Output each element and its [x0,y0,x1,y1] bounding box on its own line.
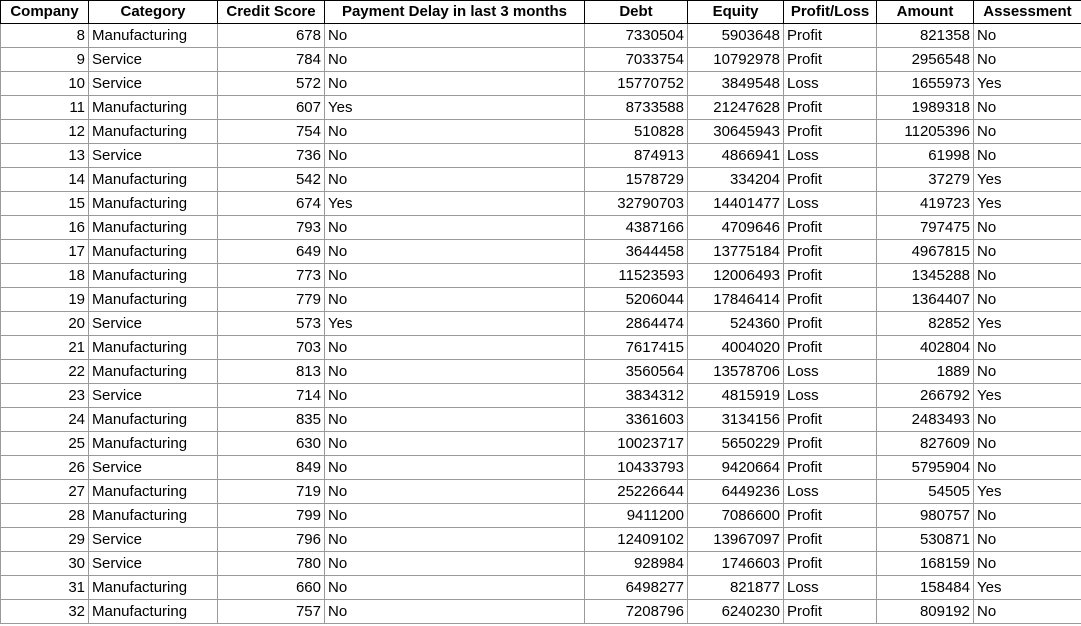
payment-delay-cell[interactable]: No [325,264,585,288]
company-cell[interactable]: 17 [1,240,89,264]
category-cell[interactable]: Service [89,456,218,480]
credit-score-cell[interactable]: 714 [218,384,325,408]
payment-delay-cell[interactable]: No [325,432,585,456]
profit-loss-cell[interactable]: Profit [784,528,877,552]
company-cell[interactable]: 14 [1,168,89,192]
payment-delay-cell[interactable]: No [325,120,585,144]
amount-cell[interactable]: 530871 [877,528,974,552]
table-body [1,24,1081,624]
equity-cell[interactable]: 10792978 [688,48,784,72]
company-cell[interactable]: 11 [1,96,89,120]
profit-loss-cell[interactable]: Profit [784,48,877,72]
category-cell[interactable]: Manufacturing [89,96,218,120]
assessment-cell[interactable]: No [974,600,1081,624]
assessment-cell[interactable]: Yes [974,384,1081,408]
equity-cell[interactable]: 524360 [688,312,784,336]
assessment-cell[interactable]: No [974,288,1081,312]
credit-score-cell[interactable]: 799 [218,504,325,528]
credit-score-cell[interactable]: 813 [218,360,325,384]
assessment-cell[interactable]: Yes [974,576,1081,600]
table-row [1,72,1081,96]
column-header-payment-delay[interactable]: Payment Delay in last 3 months [325,1,585,24]
credit-score-cell[interactable]: 719 [218,480,325,504]
debt-cell[interactable]: 7033754 [585,48,688,72]
debt-cell[interactable]: 874913 [585,144,688,168]
category-cell[interactable]: Manufacturing [89,120,218,144]
profit-loss-cell[interactable]: Loss [784,192,877,216]
category-cell[interactable]: Manufacturing [89,264,218,288]
category-cell[interactable]: Manufacturing [89,432,218,456]
table-row [1,168,1081,192]
assessment-cell[interactable]: No [974,360,1081,384]
payment-delay-cell[interactable]: No [325,480,585,504]
amount-cell[interactable]: 402804 [877,336,974,360]
company-cell[interactable]: 15 [1,192,89,216]
category-cell[interactable]: Manufacturing [89,336,218,360]
amount-cell[interactable]: 11205396 [877,120,974,144]
profit-loss-cell[interactable]: Loss [784,384,877,408]
credit-score-cell[interactable]: 773 [218,264,325,288]
assessment-cell[interactable]: No [974,96,1081,120]
profit-loss-cell[interactable]: Loss [784,144,877,168]
category-cell[interactable]: Manufacturing [89,576,218,600]
company-cell[interactable]: 24 [1,408,89,432]
company-cell[interactable]: 9 [1,48,89,72]
debt-cell[interactable]: 7617415 [585,336,688,360]
table-row [1,96,1081,120]
payment-delay-cell[interactable]: No [325,72,585,96]
equity-cell[interactable]: 14401477 [688,192,784,216]
assessment-cell[interactable]: Yes [974,72,1081,96]
company-cell[interactable]: 18 [1,264,89,288]
equity-cell[interactable]: 6240230 [688,600,784,624]
table-row [1,216,1081,240]
table-row [1,240,1081,264]
table-row [1,552,1081,576]
profit-loss-cell[interactable]: Profit [784,432,877,456]
profit-loss-cell[interactable]: Profit [784,456,877,480]
table-row [1,288,1081,312]
equity-cell[interactable]: 13578706 [688,360,784,384]
credit-score-cell[interactable]: 793 [218,216,325,240]
company-cell[interactable]: 30 [1,552,89,576]
company-cell[interactable]: 19 [1,288,89,312]
column-header-debt[interactable]: Debt [585,1,688,24]
category-cell[interactable]: Manufacturing [89,600,218,624]
equity-cell[interactable]: 1746603 [688,552,784,576]
assessment-cell[interactable]: No [974,144,1081,168]
equity-cell[interactable]: 13967097 [688,528,784,552]
amount-cell[interactable]: 827609 [877,432,974,456]
payment-delay-cell[interactable]: No [325,336,585,360]
assessment-cell[interactable]: No [974,240,1081,264]
category-cell[interactable]: Service [89,528,218,552]
table-row [1,120,1081,144]
debt-cell[interactable]: 11523593 [585,264,688,288]
assessment-cell[interactable]: No [974,504,1081,528]
category-cell[interactable]: Service [89,552,218,576]
profit-loss-cell[interactable]: Profit [784,312,877,336]
equity-cell[interactable]: 334204 [688,168,784,192]
payment-delay-cell[interactable]: No [325,528,585,552]
payment-delay-cell[interactable]: No [325,552,585,576]
table-row [1,336,1081,360]
table-row [1,144,1081,168]
company-cell[interactable]: 23 [1,384,89,408]
profit-loss-cell[interactable]: Profit [784,504,877,528]
credit-score-cell[interactable]: 784 [218,48,325,72]
credit-score-cell[interactable]: 703 [218,336,325,360]
assessment-cell[interactable]: No [974,120,1081,144]
assessment-cell[interactable]: No [974,456,1081,480]
amount-cell[interactable]: 980757 [877,504,974,528]
profit-loss-cell[interactable]: Profit [784,96,877,120]
amount-cell[interactable]: 37279 [877,168,974,192]
table-row [1,312,1081,336]
category-cell[interactable]: Manufacturing [89,24,218,48]
profit-loss-cell[interactable]: Loss [784,480,877,504]
amount-cell[interactable]: 1364407 [877,288,974,312]
equity-cell[interactable]: 7086600 [688,504,784,528]
equity-cell[interactable]: 17846414 [688,288,784,312]
company-cell[interactable]: 20 [1,312,89,336]
payment-delay-cell[interactable]: No [325,24,585,48]
equity-cell[interactable]: 5650229 [688,432,784,456]
debt-cell[interactable]: 4387166 [585,216,688,240]
amount-cell[interactable]: 809192 [877,600,974,624]
equity-cell[interactable]: 9420664 [688,456,784,480]
credit-score-cell[interactable]: 674 [218,192,325,216]
category-cell[interactable]: Service [89,144,218,168]
assessment-cell[interactable]: No [974,48,1081,72]
credit-score-cell[interactable]: 780 [218,552,325,576]
column-header-category[interactable]: Category [89,1,218,24]
column-header-equity[interactable]: Equity [688,1,784,24]
credit-score-cell[interactable]: 678 [218,24,325,48]
equity-cell[interactable]: 30645943 [688,120,784,144]
profit-loss-cell[interactable]: Loss [784,72,877,96]
assessment-cell[interactable]: No [974,264,1081,288]
equity-cell[interactable]: 4004020 [688,336,784,360]
category-cell[interactable]: Manufacturing [89,240,218,264]
assessment-cell[interactable]: No [974,432,1081,456]
equity-cell[interactable]: 13775184 [688,240,784,264]
amount-cell[interactable]: 61998 [877,144,974,168]
credit-score-cell[interactable]: 542 [218,168,325,192]
amount-cell[interactable]: 5795904 [877,456,974,480]
amount-cell[interactable]: 4967815 [877,240,974,264]
company-cell[interactable]: 12 [1,120,89,144]
payment-delay-cell[interactable]: Yes [325,96,585,120]
debt-cell[interactable]: 3361603 [585,408,688,432]
assessment-cell[interactable]: Yes [974,192,1081,216]
amount-cell[interactable]: 1655973 [877,72,974,96]
debt-cell[interactable]: 6498277 [585,576,688,600]
debt-cell[interactable]: 3834312 [585,384,688,408]
table-row [1,504,1081,528]
credit-score-cell[interactable]: 660 [218,576,325,600]
category-cell[interactable]: Manufacturing [89,480,218,504]
table-row [1,264,1081,288]
credit-score-cell[interactable]: 736 [218,144,325,168]
amount-cell[interactable]: 2956548 [877,48,974,72]
amount-cell[interactable]: 797475 [877,216,974,240]
credit-score-cell[interactable]: 757 [218,600,325,624]
payment-delay-cell[interactable]: No [325,144,585,168]
category-cell[interactable]: Service [89,48,218,72]
assessment-cell[interactable]: Yes [974,480,1081,504]
debt-cell[interactable]: 5206044 [585,288,688,312]
profit-loss-cell[interactable]: Loss [784,360,877,384]
credit-score-cell[interactable]: 572 [218,72,325,96]
column-header-credit-score[interactable]: Credit Score [218,1,325,24]
table-row [1,456,1081,480]
equity-cell[interactable]: 821877 [688,576,784,600]
equity-cell[interactable]: 4866941 [688,144,784,168]
company-cell[interactable]: 21 [1,336,89,360]
equity-cell[interactable]: 12006493 [688,264,784,288]
table-row [1,384,1081,408]
profit-loss-cell[interactable]: Profit [784,24,877,48]
debt-cell[interactable]: 7330504 [585,24,688,48]
amount-cell[interactable]: 1889 [877,360,974,384]
table-row [1,528,1081,552]
assessment-cell[interactable]: No [974,552,1081,576]
category-cell[interactable]: Manufacturing [89,504,218,528]
payment-delay-cell[interactable]: Yes [325,192,585,216]
assessment-cell[interactable]: No [974,528,1081,552]
payment-delay-cell[interactable]: No [325,168,585,192]
debt-cell[interactable]: 32790703 [585,192,688,216]
table-row [1,480,1081,504]
category-cell[interactable]: Manufacturing [89,360,218,384]
credit-score-cell[interactable]: 849 [218,456,325,480]
table-row [1,48,1081,72]
category-cell[interactable]: Manufacturing [89,288,218,312]
debt-cell[interactable]: 15770752 [585,72,688,96]
category-cell[interactable]: Manufacturing [89,168,218,192]
amount-cell[interactable]: 168159 [877,552,974,576]
amount-cell[interactable]: 266792 [877,384,974,408]
table-row [1,360,1081,384]
equity-cell[interactable]: 6449236 [688,480,784,504]
company-cell[interactable]: 31 [1,576,89,600]
amount-cell[interactable]: 821358 [877,24,974,48]
assessment-cell[interactable]: No [974,408,1081,432]
profit-loss-cell[interactable]: Profit [784,120,877,144]
payment-delay-cell[interactable]: No [325,360,585,384]
header-row [1,1,1081,24]
debt-cell[interactable]: 10433793 [585,456,688,480]
equity-cell[interactable]: 3134156 [688,408,784,432]
category-cell[interactable]: Service [89,384,218,408]
table-row [1,192,1081,216]
company-cell[interactable]: 25 [1,432,89,456]
credit-score-cell[interactable]: 573 [218,312,325,336]
assessment-cell[interactable]: No [974,336,1081,360]
table-row [1,24,1081,48]
category-cell[interactable]: Manufacturing [89,192,218,216]
column-header-assessment[interactable]: Assessment [974,1,1081,24]
credit-score-cell[interactable]: 630 [218,432,325,456]
assessment-cell[interactable]: No [974,216,1081,240]
debt-cell[interactable]: 1578729 [585,168,688,192]
category-cell[interactable]: Service [89,312,218,336]
payment-delay-cell[interactable]: No [325,48,585,72]
payment-delay-cell[interactable]: Yes [325,312,585,336]
equity-cell[interactable]: 5903648 [688,24,784,48]
table-row [1,600,1081,624]
table-row [1,576,1081,600]
payment-delay-cell[interactable]: No [325,288,585,312]
profit-loss-cell[interactable]: Profit [784,216,877,240]
profit-loss-cell[interactable]: Profit [784,408,877,432]
assessment-cell[interactable]: Yes [974,312,1081,336]
amount-cell[interactable]: 419723 [877,192,974,216]
category-cell[interactable]: Manufacturing [89,216,218,240]
debt-cell[interactable]: 12409102 [585,528,688,552]
category-cell[interactable]: Manufacturing [89,408,218,432]
amount-cell[interactable]: 158484 [877,576,974,600]
debt-cell[interactable]: 25226644 [585,480,688,504]
debt-cell[interactable]: 510828 [585,120,688,144]
payment-delay-cell[interactable]: No [325,576,585,600]
equity-cell[interactable]: 4815919 [688,384,784,408]
payment-delay-cell[interactable]: No [325,408,585,432]
company-cell[interactable]: 32 [1,600,89,624]
company-cell[interactable]: 13 [1,144,89,168]
profit-loss-cell[interactable]: Profit [784,336,877,360]
payment-delay-cell[interactable]: No [325,600,585,624]
payment-delay-cell[interactable]: No [325,240,585,264]
amount-cell[interactable]: 1989318 [877,96,974,120]
equity-cell[interactable]: 21247628 [688,96,784,120]
credit-score-cell[interactable]: 649 [218,240,325,264]
profit-loss-cell[interactable]: Profit [784,288,877,312]
debt-cell[interactable]: 2864474 [585,312,688,336]
debt-cell[interactable]: 8733588 [585,96,688,120]
column-header-amount[interactable]: Amount [877,1,974,24]
amount-cell[interactable]: 82852 [877,312,974,336]
column-header-company[interactable]: Company [1,1,89,24]
company-cell[interactable]: 22 [1,360,89,384]
credit-score-cell[interactable]: 779 [218,288,325,312]
profit-loss-cell[interactable]: Profit [784,240,877,264]
column-header-profit-loss[interactable]: Profit/Loss [784,1,877,24]
amount-cell[interactable]: 2483493 [877,408,974,432]
company-cell[interactable]: 8 [1,24,89,48]
profit-loss-cell[interactable]: Profit [784,552,877,576]
credit-score-cell[interactable]: 607 [218,96,325,120]
company-cell[interactable]: 10 [1,72,89,96]
profit-loss-cell[interactable]: Profit [784,264,877,288]
debt-cell[interactable]: 3644458 [585,240,688,264]
profit-loss-cell[interactable]: Loss [784,576,877,600]
credit-score-cell[interactable]: 835 [218,408,325,432]
debt-cell[interactable]: 10023717 [585,432,688,456]
company-cell[interactable]: 16 [1,216,89,240]
profit-loss-cell[interactable]: Profit [784,600,877,624]
equity-cell[interactable]: 3849548 [688,72,784,96]
payment-delay-cell[interactable]: No [325,384,585,408]
table-row [1,408,1081,432]
payment-delay-cell[interactable]: No [325,216,585,240]
category-cell[interactable]: Service [89,72,218,96]
assessment-cell[interactable]: No [974,24,1081,48]
company-cell[interactable]: 29 [1,528,89,552]
company-cell[interactable]: 26 [1,456,89,480]
payment-delay-cell[interactable]: No [325,504,585,528]
company-cell[interactable]: 27 [1,480,89,504]
amount-cell[interactable]: 1345288 [877,264,974,288]
credit-score-cell[interactable]: 796 [218,528,325,552]
debt-cell[interactable]: 7208796 [585,600,688,624]
credit-score-cell[interactable]: 754 [218,120,325,144]
company-cell[interactable]: 28 [1,504,89,528]
assessment-cell[interactable]: Yes [974,168,1081,192]
amount-cell[interactable]: 54505 [877,480,974,504]
table-row [1,432,1081,456]
payment-delay-cell[interactable]: No [325,456,585,480]
profit-loss-cell[interactable]: Profit [784,168,877,192]
debt-cell[interactable]: 9411200 [585,504,688,528]
equity-cell[interactable]: 4709646 [688,216,784,240]
debt-cell[interactable]: 928984 [585,552,688,576]
debt-cell[interactable]: 3560564 [585,360,688,384]
